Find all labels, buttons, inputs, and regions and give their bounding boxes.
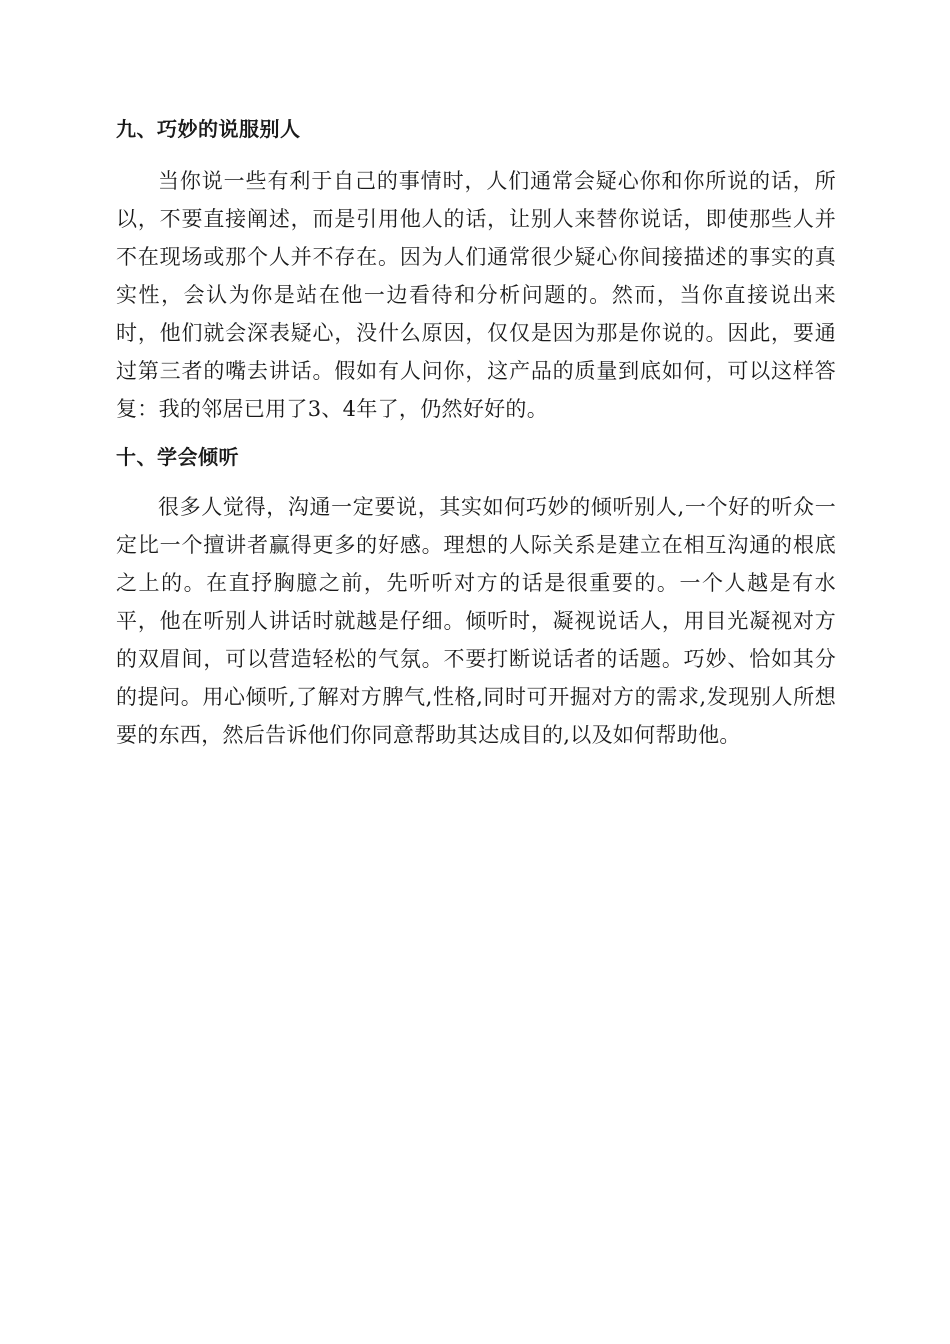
- section-heading: 九、巧妙的说服别人: [116, 117, 301, 141]
- section-persuasion: [116, 112, 836, 428]
- section-paragraph: 当你说一些有利于自己的事情时，人们通常会疑心你和你所说的话，所以，不要直接阐述，而是引用他人的话，让别人来替你说话，即使那些人并不在现场或那个人并不存在。因为人们通常很少疑心你间接描述的事实的真实性，会认为你是站在他一边看待和分析问题的。然而，当你直接说出来时，他们就会深表疑心，没什么原因，仅仅是因为那是你说的。因此，要通过第三者的嘴去讲话。假如有人问你，这产品的质量到底如何，可以这样答复：我的邻居已用了3、4年了，仍然好好的。: [116, 169, 836, 421]
- document-content: [116, 112, 836, 754]
- section-heading: 十、学会倾听: [116, 445, 239, 469]
- section-paragraph: 很多人觉得，沟通一定要说，其实如何巧妙的倾听别人,一个好的听众一定比一个擅讲者赢得更多的好感。理想的人际关系是建立在相互沟通的根底之上的。在直抒胸臆之前，先听听对方的话是很重要的。一个人越是有水平，他在听别人讲话时就越是仔细。倾听时，凝视说话人，用目光凝视对方的双眉间，可以营造轻松的气氛。不要打断说话者的话题。巧妙、恰如其分的提问。用心倾听,了解对方脾气,性格,同时可开掘对方的需求,发现别人所想要的东西，然后告诉他们你同意帮助其达成目的,以及如何帮助他。: [116, 495, 836, 747]
- section-listening: [116, 440, 836, 754]
